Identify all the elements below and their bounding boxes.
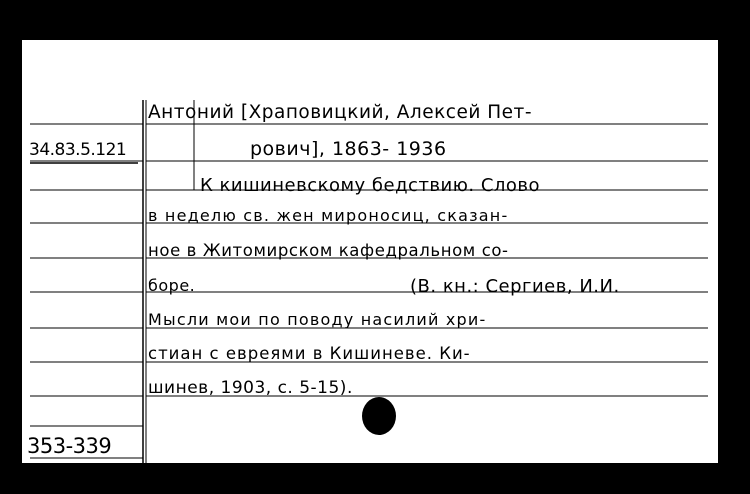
card-line-3: К кишиневскому бедствию. Слово [200,175,541,196]
card-line-4: в неделю св. жен мироносиц, сказан- [148,206,509,225]
card-line-2: рович], 1863- 1936 [250,138,447,160]
card-line-7: (В. кн.: Сергиев, И.И. [410,276,620,297]
catalog-card [22,40,718,463]
shelfmark: 34.83.5.121 [29,140,127,160]
ink-blot [362,397,396,435]
card-line-6: боре. [148,276,196,295]
inventory-number: 353-339 [27,434,112,458]
card-line-10: шинев, 1903, с. 5-15). [148,378,353,398]
card-line-1: Антоний [Храповицкий, Алексей Пет- [148,102,532,123]
card-line-5: ное в Житомирском кафедральном со- [148,241,509,260]
card-line-9: стиан с евреями в Кишиневе. Ки- [148,344,471,363]
card-line-8: Мысли мои по поводу насилий хри- [148,310,487,329]
